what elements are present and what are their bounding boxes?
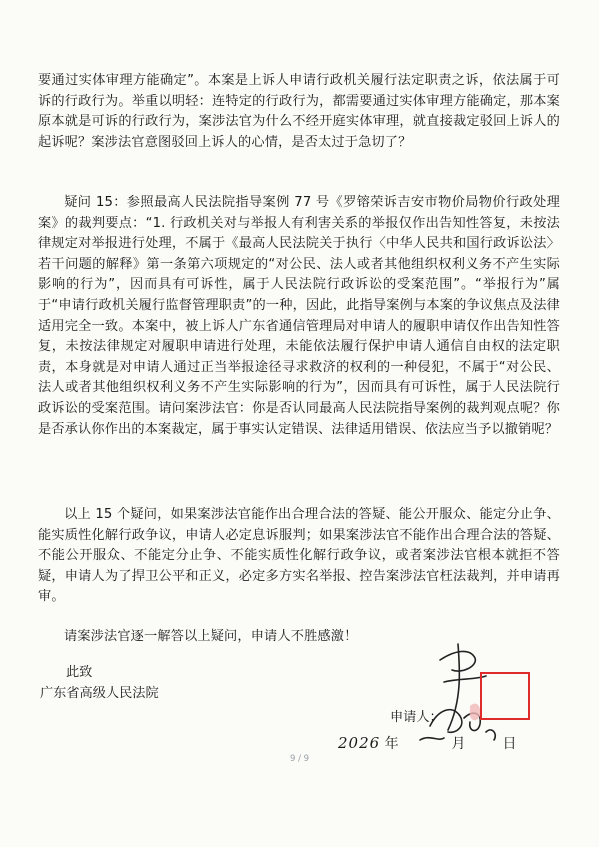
seal-box xyxy=(480,672,530,720)
request-text: 请案涉法官逐一解答以上疑问，申请人不胜感激！ xyxy=(64,629,358,644)
summary-text: 以上 15 个疑问，如果案涉法官能作出合理合法的答疑、能公开服众、能定分止争、能实质性化解行政争议，申请人必定息诉服判；如果案涉法官不能作出合理合法的答疑、不能公开服众、不能定分止争、不能实质性化解行政争议，或者案涉法官根本就拒不答疑，申请人为了捍卫公平和正义，必定多方实名举报、控告案涉法官枉法裁判，并申请再审。 xyxy=(38,507,560,605)
date-year-handwritten: 2026 xyxy=(338,734,381,752)
paragraph-summary xyxy=(38,505,560,608)
question-15-text: 疑问 15：参照最高人民法院指导案例 77 号《罗镕荣诉吉安市物价局物价行政处理案》的裁判要点：“1. 行政机关对与举报人有利害关系的举报仅作出告知性答复，未按法律规定对举报进行处理，不属于《最高人民法院关于执行〈中华人民共和国行政诉讼法〉若干问题的解释》第一条第六项规定的“对公民、法人或者其他组织权利义务不产生实际影响的行为”，因而具有可诉性，属于人民法院行政诉讼的受案范围”。“举报行为”属于“申请行政机关履行监督管理职责”的一种，因此，此指导案例与本案的争议焦点及法律适用完全一致。本案中，被上诉人广东省通信管理局对申请人的履职申请仅作出告知性答复，未按法律规定对履职申请进行处理，未能依法履行保护申请人通信自由权的法定职责，本身就是对申请人通过正当举报途径寻求救济的权利的一种侵犯，不属于“对公民、法人或者其他组织权利义务不产生实际影响的行为”，因而具有可诉性，属于人民法院行政诉讼的受案范围。请问案涉法官：你是否认同最高人民法院指导案例的裁判观点呢？你是否承认你作出的本案裁定，属于事实认定错误、法律适用错误、依法应当予以撤销呢？ xyxy=(38,195,560,437)
applicant-label: 申请人： xyxy=(390,710,443,725)
page-number: 9 / 9 xyxy=(289,754,310,764)
closing-salutation: 此致 xyxy=(66,665,93,680)
date-year-label: 年 xyxy=(384,736,399,752)
date-day-label: 日 xyxy=(502,736,517,752)
paragraph-question-15 xyxy=(38,193,560,440)
paragraph-continuation: 要通过实体审理方能确定”。本案是上诉人申请行政机关履行法定职责之诉，依法属于可诉的行政行为。举重以明轻：连特定的行政行为，都需要通过实体审理方能确定，那本案原本就是可诉的行政行为，案涉法官为什么不经开庭实体审理，就直接裁定驳回上诉人的起诉呢？案涉法官意图驳回上诉人的心情，是否太过于急切了？ xyxy=(38,73,560,150)
date-month-label: 月 xyxy=(451,736,466,752)
addressee-court: 广东省高级人民法院 xyxy=(40,686,159,701)
